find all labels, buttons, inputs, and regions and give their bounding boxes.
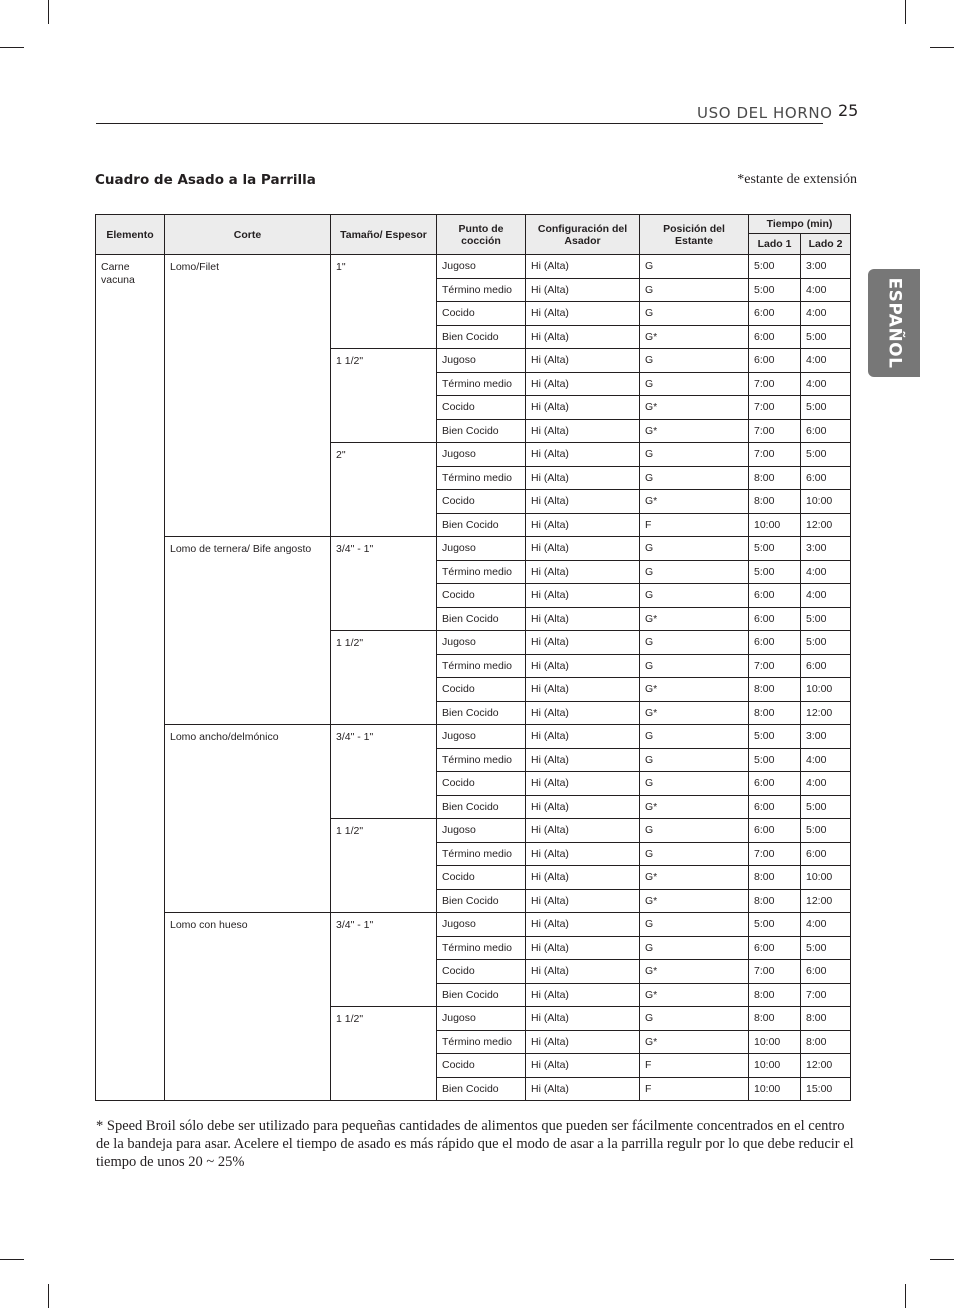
doneness-cell: Cocido (437, 1054, 526, 1078)
side-2-time-cell: 5:00 (801, 607, 851, 631)
side-1-time-cell: 7:00 (749, 419, 801, 443)
rack-position-cell: G (640, 302, 749, 326)
broiler-setting-cell: Hi (Alta) (526, 349, 640, 373)
running-header: USO DEL HORNO (697, 104, 833, 122)
broiler-setting-cell: Hi (Alta) (526, 772, 640, 796)
table-body (96, 255, 851, 1101)
side-2-time-cell: 4:00 (801, 772, 851, 796)
side-1-time-cell: 10:00 (749, 1054, 801, 1078)
broiler-setting-cell: Hi (Alta) (526, 960, 640, 984)
table-row (96, 913, 851, 937)
side-1-time-cell: 5:00 (749, 278, 801, 302)
rack-position-cell: G (640, 372, 749, 396)
rack-position-cell: G (640, 631, 749, 655)
doneness-cell: Cocido (437, 772, 526, 796)
rack-position-cell: G* (640, 795, 749, 819)
side-1-time-cell: 8:00 (749, 466, 801, 490)
doneness-cell: Cocido (437, 396, 526, 420)
doneness-cell: Jugoso (437, 255, 526, 279)
doneness-cell: Jugoso (437, 537, 526, 561)
side-2-time-cell: 10:00 (801, 866, 851, 890)
rack-position-cell: G (640, 466, 749, 490)
header-lado-1: Lado 1 (749, 234, 801, 255)
doneness-cell: Bien Cocido (437, 795, 526, 819)
crop-mark (48, 1284, 49, 1308)
broiler-setting-cell: Hi (Alta) (526, 302, 640, 326)
doneness-cell: Bien Cocido (437, 607, 526, 631)
broiler-setting-cell: Hi (Alta) (526, 278, 640, 302)
doneness-cell: Cocido (437, 490, 526, 514)
rack-position-cell: F (640, 1054, 749, 1078)
rack-position-cell: G (640, 349, 749, 373)
rack-position-cell: G (640, 1007, 749, 1031)
doneness-cell: Bien Cocido (437, 701, 526, 725)
table-row (96, 537, 851, 561)
side-2-time-cell: 5:00 (801, 396, 851, 420)
crop-mark (905, 0, 906, 24)
broiler-setting-cell: Hi (Alta) (526, 255, 640, 279)
size-cell: 3/4" - 1" (331, 537, 437, 631)
broiler-setting-cell: Hi (Alta) (526, 537, 640, 561)
side-2-time-cell: 8:00 (801, 1030, 851, 1054)
side-1-time-cell: 6:00 (749, 607, 801, 631)
broiler-setting-cell: Hi (Alta) (526, 842, 640, 866)
doneness-cell: Cocido (437, 584, 526, 608)
page-number: 25 (838, 101, 859, 120)
side-1-time-cell: 5:00 (749, 913, 801, 937)
side-1-time-cell: 6:00 (749, 302, 801, 326)
side-2-time-cell: 5:00 (801, 325, 851, 349)
size-cell: 2" (331, 443, 437, 537)
cut-cell: Lomo/Filet (165, 255, 331, 537)
side-1-time-cell: 7:00 (749, 372, 801, 396)
crop-mark (0, 47, 24, 48)
doneness-cell: Término medio (437, 842, 526, 866)
side-2-time-cell: 12:00 (801, 701, 851, 725)
rack-position-cell: G* (640, 1030, 749, 1054)
rack-position-cell: G (640, 842, 749, 866)
rack-position-cell: G (640, 654, 749, 678)
rack-position-cell: G (640, 443, 749, 467)
doneness-cell: Jugoso (437, 631, 526, 655)
crop-mark (48, 0, 49, 24)
side-2-time-cell: 10:00 (801, 678, 851, 702)
side-2-time-cell: 12:00 (801, 513, 851, 537)
rack-position-cell: G* (640, 866, 749, 890)
doneness-cell: Bien Cocido (437, 1077, 526, 1101)
side-1-time-cell: 5:00 (749, 725, 801, 749)
rack-position-cell: G* (640, 678, 749, 702)
broiler-setting-cell: Hi (Alta) (526, 1007, 640, 1031)
language-tab (868, 269, 920, 377)
side-1-time-cell: 7:00 (749, 842, 801, 866)
rack-position-cell: G* (640, 325, 749, 349)
header-elemento: Elemento (96, 215, 165, 255)
header-punto: Punto de cocción (437, 215, 526, 255)
element-cell: Carne vacuna (96, 255, 165, 1101)
doneness-cell: Cocido (437, 960, 526, 984)
shelf-note: *estante de extensión (737, 172, 857, 187)
doneness-cell: Bien Cocido (437, 889, 526, 913)
side-2-time-cell: 7:00 (801, 983, 851, 1007)
side-2-time-cell: 4:00 (801, 748, 851, 772)
broiler-setting-cell: Hi (Alta) (526, 466, 640, 490)
doneness-cell: Bien Cocido (437, 419, 526, 443)
side-2-time-cell: 3:00 (801, 537, 851, 561)
side-1-time-cell: 8:00 (749, 678, 801, 702)
side-1-time-cell: 6:00 (749, 819, 801, 843)
rack-position-cell: G* (640, 607, 749, 631)
side-1-time-cell: 10:00 (749, 1077, 801, 1101)
rack-position-cell: G* (640, 960, 749, 984)
broiler-setting-cell: Hi (Alta) (526, 654, 640, 678)
broiler-setting-cell: Hi (Alta) (526, 584, 640, 608)
broiler-setting-cell: Hi (Alta) (526, 983, 640, 1007)
rack-position-cell: G* (640, 983, 749, 1007)
doneness-cell: Bien Cocido (437, 325, 526, 349)
rack-position-cell: G* (640, 701, 749, 725)
side-1-time-cell: 10:00 (749, 513, 801, 537)
section-title: Cuadro de Asado a la Parrilla (95, 172, 316, 188)
broil-chart-table (95, 214, 851, 1101)
doneness-cell: Jugoso (437, 443, 526, 467)
doneness-cell: Jugoso (437, 819, 526, 843)
doneness-cell: Término medio (437, 278, 526, 302)
broiler-setting-cell: Hi (Alta) (526, 513, 640, 537)
side-1-time-cell: 7:00 (749, 654, 801, 678)
header-tiempo: Tiempo (min) (749, 215, 851, 234)
header-rule (96, 123, 823, 124)
rack-position-cell: G (640, 913, 749, 937)
doneness-cell: Término medio (437, 1030, 526, 1054)
side-1-time-cell: 6:00 (749, 584, 801, 608)
rack-position-cell: G* (640, 396, 749, 420)
doneness-cell: Término medio (437, 372, 526, 396)
broiler-setting-cell: Hi (Alta) (526, 631, 640, 655)
doneness-cell: Jugoso (437, 913, 526, 937)
broiler-setting-cell: Hi (Alta) (526, 490, 640, 514)
doneness-cell: Cocido (437, 302, 526, 326)
broiler-setting-cell: Hi (Alta) (526, 1030, 640, 1054)
doneness-cell: Término medio (437, 560, 526, 584)
side-2-time-cell: 4:00 (801, 372, 851, 396)
size-cell: 3/4" - 1" (331, 913, 437, 1007)
rack-position-cell: G* (640, 419, 749, 443)
side-2-time-cell: 5:00 (801, 795, 851, 819)
cut-cell: Lomo de ternera/ Bife angosto (165, 537, 331, 725)
language-tab-label: ESPAÑOL (884, 277, 904, 369)
side-1-time-cell: 6:00 (749, 349, 801, 373)
broiler-setting-cell: Hi (Alta) (526, 1077, 640, 1101)
side-1-time-cell: 8:00 (749, 889, 801, 913)
cut-cell: Lomo con hueso (165, 913, 331, 1101)
table-row (96, 255, 851, 279)
rack-position-cell: G (640, 748, 749, 772)
broiler-setting-cell: Hi (Alta) (526, 913, 640, 937)
doneness-cell: Término medio (437, 654, 526, 678)
side-1-time-cell: 6:00 (749, 936, 801, 960)
side-2-time-cell: 3:00 (801, 725, 851, 749)
header-lado-2: Lado 2 (801, 234, 851, 255)
cut-cell: Lomo ancho/delmónico (165, 725, 331, 913)
side-2-time-cell: 6:00 (801, 842, 851, 866)
header-posicion: Posición del Estante (640, 215, 749, 255)
broiler-setting-cell: Hi (Alta) (526, 748, 640, 772)
doneness-cell: Jugoso (437, 1007, 526, 1031)
broiler-setting-cell: Hi (Alta) (526, 560, 640, 584)
side-1-time-cell: 5:00 (749, 537, 801, 561)
rack-position-cell: G (640, 819, 749, 843)
rack-position-cell: G (640, 725, 749, 749)
crop-mark (930, 47, 954, 48)
side-2-time-cell: 4:00 (801, 584, 851, 608)
side-2-time-cell: 5:00 (801, 819, 851, 843)
rack-position-cell: F (640, 513, 749, 537)
rack-position-cell: G (640, 537, 749, 561)
doneness-cell: Término medio (437, 466, 526, 490)
header-configuracion: Configuración del Asador (526, 215, 640, 255)
size-cell: 1 1/2" (331, 819, 437, 913)
side-2-time-cell: 6:00 (801, 654, 851, 678)
broiler-setting-cell: Hi (Alta) (526, 419, 640, 443)
side-1-time-cell: 5:00 (749, 748, 801, 772)
side-1-time-cell: 5:00 (749, 560, 801, 584)
side-1-time-cell: 7:00 (749, 396, 801, 420)
side-2-time-cell: 4:00 (801, 278, 851, 302)
side-2-time-cell: 4:00 (801, 913, 851, 937)
rack-position-cell: G (640, 560, 749, 584)
crop-mark (905, 1284, 906, 1308)
header-corte: Corte (165, 215, 331, 255)
side-1-time-cell: 8:00 (749, 490, 801, 514)
rack-position-cell: G* (640, 490, 749, 514)
side-1-time-cell: 8:00 (749, 983, 801, 1007)
broiler-setting-cell: Hi (Alta) (526, 443, 640, 467)
crop-mark (930, 1259, 954, 1260)
doneness-cell: Término medio (437, 748, 526, 772)
side-1-time-cell: 6:00 (749, 795, 801, 819)
size-cell: 1" (331, 255, 437, 349)
side-2-time-cell: 6:00 (801, 466, 851, 490)
size-cell: 1 1/2" (331, 349, 437, 443)
rack-position-cell: G (640, 278, 749, 302)
side-2-time-cell: 4:00 (801, 560, 851, 584)
side-2-time-cell: 15:00 (801, 1077, 851, 1101)
side-2-time-cell: 6:00 (801, 960, 851, 984)
side-2-time-cell: 3:00 (801, 255, 851, 279)
doneness-cell: Bien Cocido (437, 983, 526, 1007)
broiler-setting-cell: Hi (Alta) (526, 1054, 640, 1078)
side-1-time-cell: 8:00 (749, 866, 801, 890)
size-cell: 1 1/2" (331, 631, 437, 725)
side-2-time-cell: 6:00 (801, 419, 851, 443)
side-2-time-cell: 5:00 (801, 936, 851, 960)
broiler-setting-cell: Hi (Alta) (526, 889, 640, 913)
broiler-setting-cell: Hi (Alta) (526, 725, 640, 749)
broiler-setting-cell: Hi (Alta) (526, 607, 640, 631)
header-tamano: Tamaño/ Espesor (331, 215, 437, 255)
side-2-time-cell: 12:00 (801, 1054, 851, 1078)
side-2-time-cell: 4:00 (801, 349, 851, 373)
side-1-time-cell: 7:00 (749, 960, 801, 984)
side-1-time-cell: 6:00 (749, 631, 801, 655)
rack-position-cell: G (640, 584, 749, 608)
rack-position-cell: G (640, 255, 749, 279)
broiler-setting-cell: Hi (Alta) (526, 325, 640, 349)
side-2-time-cell: 12:00 (801, 889, 851, 913)
side-1-time-cell: 6:00 (749, 325, 801, 349)
crop-mark (0, 1259, 24, 1260)
broiler-setting-cell: Hi (Alta) (526, 866, 640, 890)
doneness-cell: Cocido (437, 866, 526, 890)
side-1-time-cell: 6:00 (749, 772, 801, 796)
side-1-time-cell: 7:00 (749, 443, 801, 467)
table-row (96, 725, 851, 749)
side-2-time-cell: 5:00 (801, 443, 851, 467)
broiler-setting-cell: Hi (Alta) (526, 396, 640, 420)
side-1-time-cell: 5:00 (749, 255, 801, 279)
broiler-setting-cell: Hi (Alta) (526, 701, 640, 725)
broiler-setting-cell: Hi (Alta) (526, 678, 640, 702)
broiler-setting-cell: Hi (Alta) (526, 819, 640, 843)
side-2-time-cell: 5:00 (801, 631, 851, 655)
size-cell: 1 1/2" (331, 1007, 437, 1101)
rack-position-cell: G (640, 772, 749, 796)
size-cell: 3/4" - 1" (331, 725, 437, 819)
rack-position-cell: G* (640, 889, 749, 913)
broiler-setting-cell: Hi (Alta) (526, 372, 640, 396)
footnote: * Speed Broil sólo debe ser utilizado para pequeñas cantidades de alimentos que pueden ser fácilmente concentrados en el centro de la bandeja para asar. Acelere el tiempo de asado es más rápido que el modo de asar a la parrilla regulr por lo que debe reducir el tiempo de unos 20 ~ 25% (96, 1118, 854, 1170)
side-2-time-cell: 4:00 (801, 302, 851, 326)
doneness-cell: Cocido (437, 678, 526, 702)
broiler-setting-cell: Hi (Alta) (526, 936, 640, 960)
doneness-cell: Término medio (437, 936, 526, 960)
side-1-time-cell: 8:00 (749, 1007, 801, 1031)
doneness-cell: Bien Cocido (437, 513, 526, 537)
side-1-time-cell: 10:00 (749, 1030, 801, 1054)
doneness-cell: Jugoso (437, 349, 526, 373)
doneness-cell: Jugoso (437, 725, 526, 749)
side-2-time-cell: 8:00 (801, 1007, 851, 1031)
side-2-time-cell: 10:00 (801, 490, 851, 514)
rack-position-cell: G (640, 936, 749, 960)
rack-position-cell: F (640, 1077, 749, 1101)
broiler-setting-cell: Hi (Alta) (526, 795, 640, 819)
side-1-time-cell: 8:00 (749, 701, 801, 725)
